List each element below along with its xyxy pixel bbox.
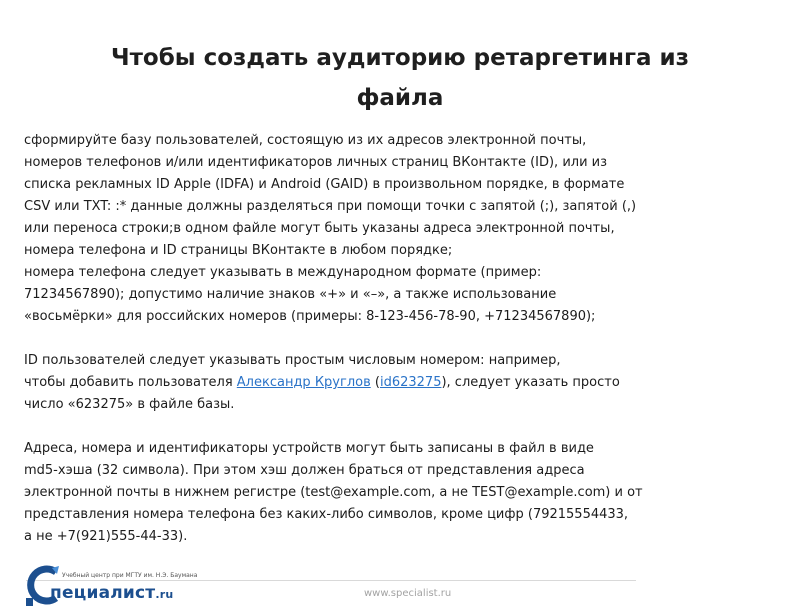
- text-line: CSV или TXT: :* данные должны разделяться при помощи точки с запятой (;), запятой (,): [24, 199, 637, 214]
- user-profile-link[interactable]: Александр Круглов: [236, 375, 371, 390]
- text-line: Адреса, номера и идентификаторы устройств могут быть записаны в файл в виде: [24, 441, 594, 456]
- text-line: сформируйте базу пользователей, состоящую из их адресов электронной почты,: [24, 133, 587, 148]
- text-fragment: ), следует указать просто: [441, 375, 620, 390]
- text-line: списка рекламных ID Apple (IDFA) и Android (GAID) в произвольном порядке, в формате: [24, 177, 625, 192]
- slide-title-line-2: файла: [356, 85, 444, 111]
- text-line: «восьмёрки» для российских номеров (примеры: 8-123-456-78-90, +71234567890);: [24, 309, 596, 324]
- text-line: число «623275» в файле базы.: [24, 397, 235, 412]
- text-line: представления номера телефона без каких-либо символов, кроме цифр (79215554433,: [24, 507, 629, 522]
- text-line: 71234567890); допустимо наличие знаков «+» и «–», а также использование: [24, 287, 557, 302]
- slide-title-line-1: Чтобы создать аудиторию ретаргетинга из: [111, 45, 689, 71]
- text-line: а не +7(921)555-44-33).: [24, 529, 188, 544]
- paragraph-spacer: [24, 416, 784, 438]
- text-fragment: (: [370, 375, 380, 390]
- logo-wordmark: [50, 583, 173, 603]
- slide-title: [40, 38, 760, 118]
- text-line: номера телефона следует указывать в международном формате (пример:: [24, 265, 542, 280]
- paragraph-spacer: [24, 328, 784, 350]
- logo-domain: .ru: [155, 588, 174, 601]
- website-url[interactable]: www.specialist.ru: [364, 588, 452, 599]
- logo-tagline: Учебный центр при МГТУ им. Н.Э. Баумана: [62, 572, 198, 579]
- slide-body: [24, 130, 784, 548]
- text-line: или переноса строки;в одном файле могут быть указаны адреса электронной почты,: [24, 221, 615, 236]
- paragraph-md5-hash: [24, 438, 784, 548]
- user-id-link[interactable]: id623275: [379, 375, 442, 390]
- paragraph-user-id: [24, 350, 784, 416]
- text-line: ID пользователей следует указывать простым числовым номером: например,: [24, 353, 561, 368]
- logo-wordmark-text: пециалист: [50, 583, 156, 603]
- text-line: электронной почты в нижнем регистре (test@example.com, а не TEST@example.com) и от: [24, 485, 643, 500]
- specialist-logo: [22, 560, 232, 608]
- text-line: номера телефона и ID страницы ВКонтакте в любом порядке;: [24, 243, 453, 258]
- paragraph-requirements: [24, 130, 784, 328]
- text-line: номеров телефонов и/или идентификаторов личных страниц ВКонтакте (ID), или из: [24, 155, 608, 170]
- slide-footer: [0, 556, 800, 613]
- text-fragment: чтобы добавить пользователя: [24, 375, 237, 390]
- text-line: md5-хэша (32 символа). При этом хэш должен браться от представления адреса: [24, 463, 585, 478]
- text-line-with-links: [24, 372, 784, 394]
